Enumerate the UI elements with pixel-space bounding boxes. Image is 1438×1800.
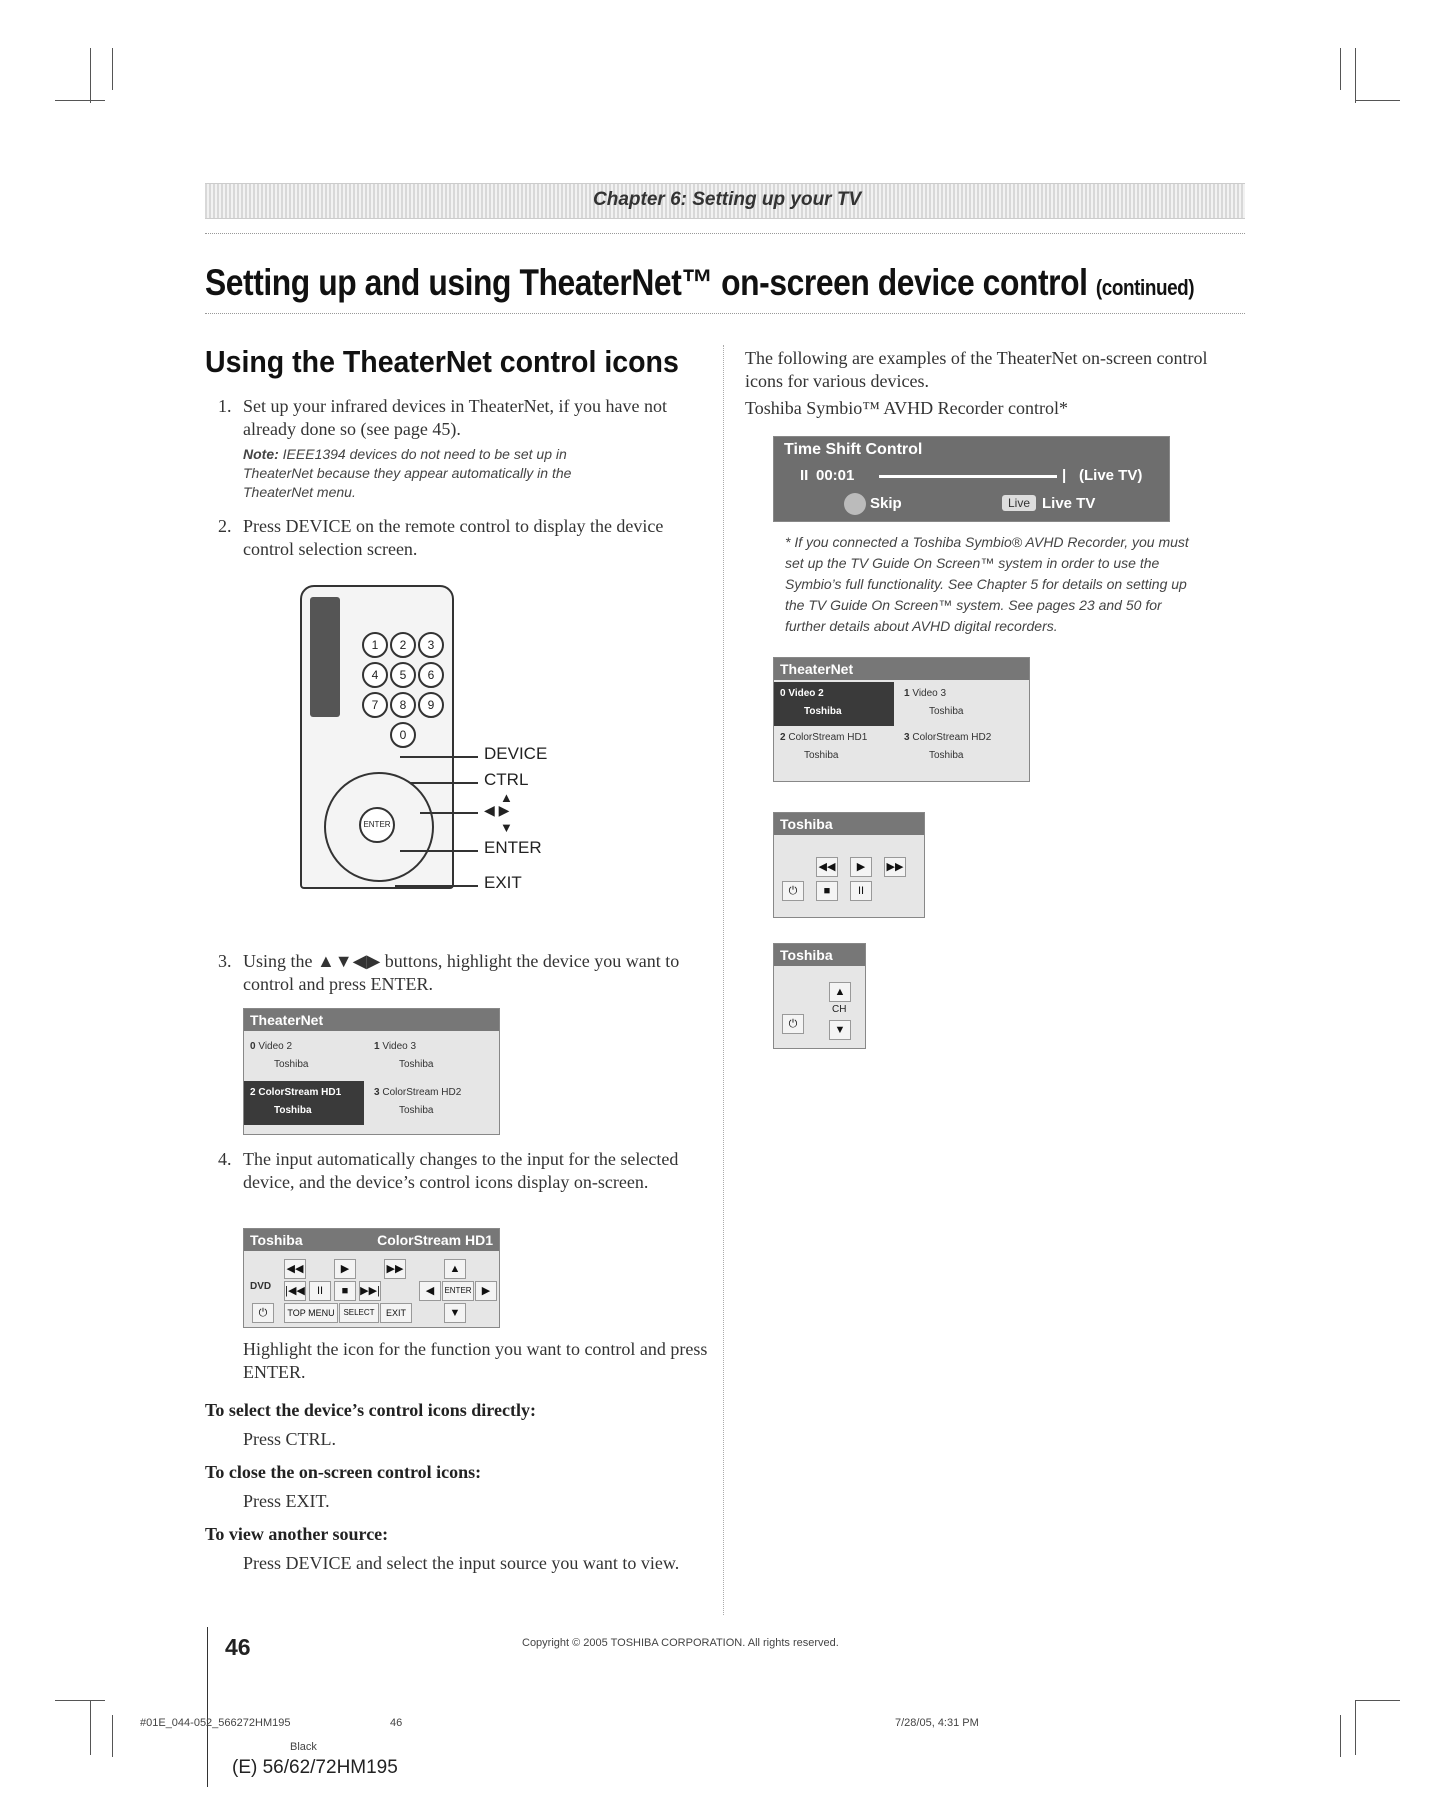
copyright: Copyright © 2005 TOSHIBA CORPORATION. All rights reserved. (522, 1637, 839, 1649)
t-rewind-icon: ◀◀ (816, 857, 838, 877)
callout-line-arrows (420, 812, 478, 814)
symbio-footnote: * If you connected a Toshiba Symbio® AVHD Recorder, you must set up the TV Guide On Screen™ system in order to use the Symbio’s full functionality. See Chapter 5 for details on setting up the TV Guide On Screen™ system. See pages 23 and 50 for further details about AVHD digital recorders. (785, 534, 1189, 634)
power-icon: ⏻ (252, 1303, 274, 1323)
item-cs2-name: 3 ColorStream HD2 (374, 1087, 462, 1098)
step-3-text: Using the ▲▼◀▶ buttons, highlight the device you want to control and press ENTER. (243, 951, 680, 994)
right-intro: The following are examples of the TheaterNet on-screen control icons for various devices. (745, 348, 1208, 391)
r-item-cs2-brand: Toshiba (929, 750, 964, 761)
subsection-3-body: Press DEVICE and select the input source you want to view. (243, 1553, 680, 1573)
remote-enter-key: ENTER (359, 807, 395, 843)
toshiba-transport-title: Toshiba (774, 813, 924, 835)
step-2-text: Press DEVICE on the remote control to display the device control selection screen. (243, 516, 664, 559)
item-cs2-brand: Toshiba (399, 1105, 434, 1116)
ch-down-icon: ▼ (829, 1020, 851, 1040)
remote-key-8: 8 (390, 692, 416, 718)
t-stop-icon: ■ (816, 881, 838, 901)
step-3-num: 3. (218, 951, 232, 971)
pause-icon: II (309, 1281, 331, 1301)
page-title-suffix: (continued) (1095, 275, 1195, 300)
callout-ctrl: CTRL (484, 770, 529, 789)
callout-line-exit (395, 885, 478, 887)
chapter-banner (205, 183, 1245, 219)
remote-key-0: 0 (390, 722, 416, 748)
section-title: Using the TheaterNet control icons (205, 344, 679, 379)
ch-power-icon: ⏻ (782, 1014, 804, 1034)
column-divider (723, 345, 724, 1615)
live-button: Live (1002, 495, 1036, 511)
live-tv-badge: (Live TV) (1079, 467, 1143, 484)
ch-up-icon: ▲ (829, 982, 851, 1002)
item-cs1-name: 2 ColorStream HD1 (250, 1087, 342, 1098)
step-1-text: Set up your infrared devices in TheaterNet, if you have not already done so (see page 45). (243, 396, 668, 439)
title-rule-top (205, 233, 1245, 234)
callout-up-arrow: ▲ (500, 790, 513, 805)
ch-label: CH (832, 1004, 847, 1015)
step-1-num: 1. (218, 396, 232, 416)
subsection-3-head: To view another source: (205, 1524, 389, 1544)
time-shift-control (773, 436, 1170, 522)
highlight-instruction: Highlight the icon for the function you want to control and press ENTER. (243, 1339, 708, 1382)
item-video3-name: 1 Video 3 (374, 1041, 417, 1052)
footer-margin-rule (207, 1627, 208, 1787)
step-2-num: 2. (218, 516, 232, 536)
t-ff-icon: ▶▶ (884, 857, 906, 877)
remote-mode-panel (310, 597, 340, 717)
subsection-2-head: To close the on-screen control icons: (205, 1462, 482, 1482)
file-page: 46 (390, 1717, 403, 1729)
enter-button: ENTER (442, 1281, 474, 1301)
callout-left-right-arrows: ◀ ▶ (484, 802, 510, 818)
note-label: Note: (243, 446, 279, 462)
stop-icon: ■ (334, 1281, 356, 1301)
remote-key-4: 4 (362, 662, 388, 688)
page-number: 46 (225, 1634, 251, 1660)
device-control-screen (243, 1228, 500, 1328)
time-shift-progress (879, 475, 1057, 478)
top-menu-button: TOP MENU (284, 1303, 338, 1323)
note (243, 445, 633, 502)
prev-chapter-icon: |◀◀ (284, 1281, 306, 1301)
up-icon: ▲ (444, 1259, 466, 1279)
device-control-titlebar (244, 1229, 499, 1251)
model-number: (E) 56/62/72HM195 (232, 1757, 398, 1778)
toshiba-channel-title: Toshiba (774, 944, 865, 966)
page-title: Setting up and using TheaterNet™ on-screen device control (continued) (205, 262, 1195, 303)
time-shift-title: Time Shift Control (784, 441, 923, 458)
skip-label: Skip (870, 495, 902, 512)
remote-key-6: 6 (418, 662, 444, 688)
title-rule-bottom (205, 313, 1245, 314)
callout-line-device (400, 756, 478, 758)
item-video3-brand: Toshiba (399, 1059, 434, 1070)
t-play-icon: ▶ (850, 857, 872, 877)
theaternet-screen-right (773, 657, 1030, 782)
callout-device: DEVICE (484, 744, 548, 763)
live-tv-label: Live TV (1042, 495, 1096, 512)
remote-key-5: 5 (390, 662, 416, 688)
remote-key-9: 9 (418, 692, 444, 718)
callout-down-arrow: ▼ (500, 820, 513, 835)
t-power-icon: ⏻ (782, 881, 804, 901)
r-item-video2-name: 0 Video 2 (780, 688, 824, 699)
toshiba-transport-control (773, 812, 925, 918)
item-video2-brand: Toshiba (274, 1059, 309, 1070)
pause-indicator: II (800, 467, 809, 484)
t-pause-icon: II (850, 881, 872, 901)
callout-exit: EXIT (484, 873, 522, 892)
subsection-1-head: To select the device’s control icons directly: (205, 1400, 536, 1420)
callout-line-ctrl (410, 782, 478, 784)
right-icon: ▶ (475, 1281, 497, 1301)
callout-enter: ENTER (484, 838, 542, 857)
device-control-title: Toshiba (250, 1232, 303, 1248)
time-shift-time: 00:01 (816, 467, 855, 484)
progress-marker: | (1062, 467, 1067, 484)
r-item-video2-brand: Toshiba (804, 706, 842, 717)
rewind-icon: ◀◀ (284, 1259, 306, 1279)
r-item-cs1-name: 2 ColorStream HD1 (780, 732, 868, 743)
file-id: #01E_044-052_566272HM195 (140, 1717, 291, 1729)
remote-key-7: 7 (362, 692, 388, 718)
chapter-label: Chapter 6: Setting up your TV (593, 189, 862, 210)
remote-control (300, 585, 454, 889)
theaternet-title-left: TheaterNet (244, 1009, 499, 1031)
down-icon: ▼ (444, 1303, 466, 1323)
item-video2-name: 0 Video 2 (250, 1041, 293, 1052)
highlighted-item-right (774, 682, 894, 726)
highlighted-item (244, 1081, 364, 1125)
remote-key-1: 1 (362, 632, 388, 658)
subsection-1-body: Press CTRL. (243, 1429, 337, 1449)
theaternet-title-right: TheaterNet (774, 658, 1029, 680)
left-icon: ◀ (419, 1281, 441, 1301)
step-4-num: 4. (218, 1149, 232, 1169)
r-item-video3-name: 1 Video 3 (904, 688, 947, 699)
device-control-input: ColorStream HD1 (377, 1232, 493, 1248)
r-item-video3-brand: Toshiba (929, 706, 964, 717)
dvd-label: DVD (250, 1281, 272, 1292)
fast-forward-icon: ▶▶ (384, 1259, 406, 1279)
item-cs1-brand: Toshiba (274, 1105, 312, 1116)
toshiba-channel-control (773, 943, 866, 1049)
timestamp: 7/28/05, 4:31 PM (895, 1717, 979, 1729)
note-text: IEEE1394 devices do not need to be set up in TheaterNet because they appear automatically in the TheaterNet menu. (243, 446, 572, 500)
callout-line-enter (400, 850, 478, 852)
play-icon: ▶ (334, 1259, 356, 1279)
right-device-label: Toshiba Symbio™ AVHD Recorder control* (745, 398, 1069, 418)
theaternet-screen-left (243, 1008, 500, 1135)
r-item-cs1-brand: Toshiba (804, 750, 839, 761)
select-button: SELECT (339, 1303, 379, 1323)
subsection-2-body: Press EXIT. (243, 1491, 330, 1511)
skip-icon (844, 493, 866, 515)
remote-key-2: 2 (390, 632, 416, 658)
step-4-text: The input automatically changes to the input for the selected device, and the device’s control icons display on-screen. (243, 1149, 679, 1192)
next-chapter-icon: ▶▶| (359, 1281, 381, 1301)
exit-button: EXIT (380, 1303, 412, 1323)
remote-key-3: 3 (418, 632, 444, 658)
print-color: Black (290, 1741, 317, 1753)
r-item-cs2-name: 3 ColorStream HD2 (904, 732, 992, 743)
